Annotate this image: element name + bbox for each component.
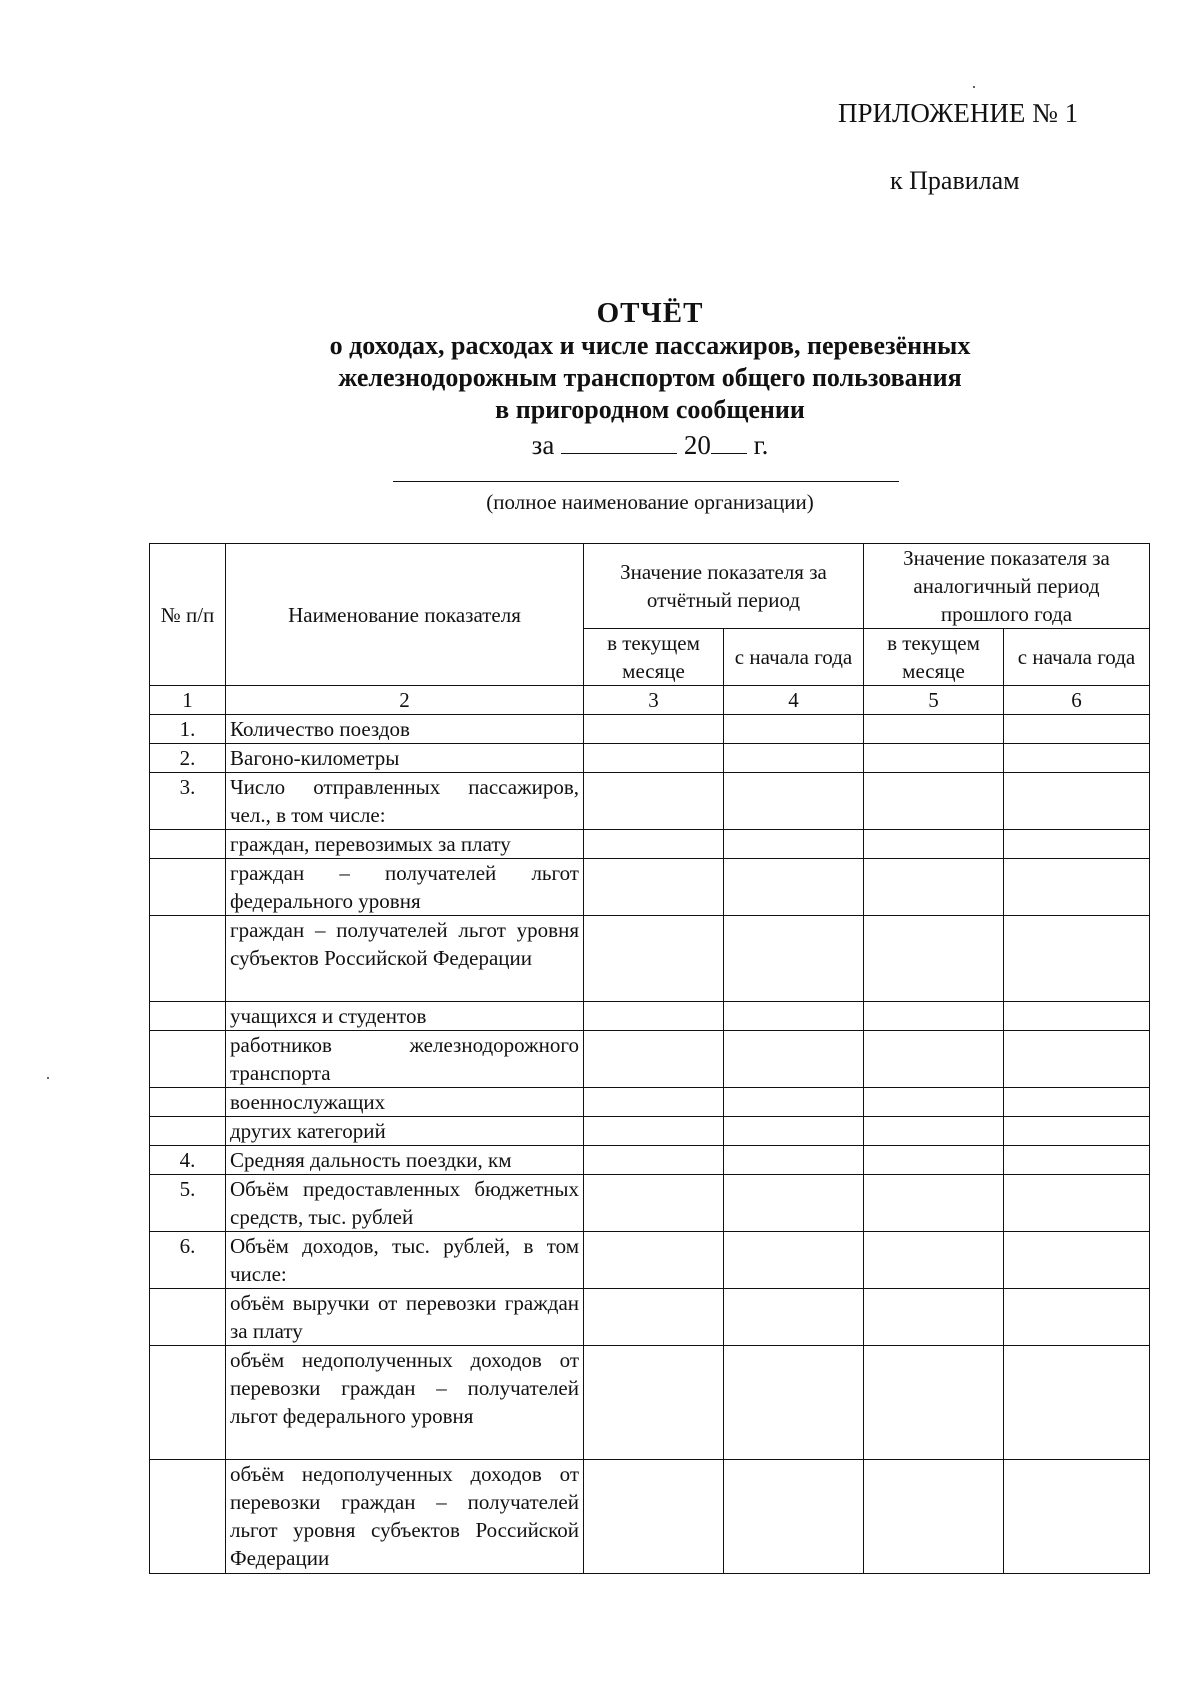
row-number: 3.	[150, 773, 226, 830]
scan-speck	[47, 1077, 49, 1079]
header-number: № п/п	[150, 544, 226, 686]
column-index: 2	[226, 686, 584, 715]
row-indicator-name: Количество поездов	[226, 715, 584, 744]
value-current-month-cell[interactable]	[584, 1460, 724, 1574]
row-number	[150, 1460, 226, 1574]
value-prev-year-to-date-cell[interactable]	[1004, 1232, 1150, 1289]
organization-name-line[interactable]	[393, 481, 899, 482]
table-row	[150, 1460, 1150, 1574]
scan-speck	[973, 86, 975, 88]
value-current-month-cell[interactable]	[584, 916, 724, 1002]
row-number: 4.	[150, 1146, 226, 1175]
value-prev-current-month-cell[interactable]	[864, 1175, 1004, 1232]
column-index-row	[150, 686, 1150, 715]
value-prev-current-month-cell[interactable]	[864, 916, 1004, 1002]
period-suffix: г.	[753, 430, 769, 460]
row-number	[150, 916, 226, 1002]
value-current-month-cell[interactable]	[584, 859, 724, 916]
table-row	[150, 744, 1150, 773]
row-indicator-name: граждан – получателей льгот федерального уровня	[226, 859, 584, 916]
value-year-to-date-cell[interactable]	[724, 1346, 864, 1460]
table-row	[150, 1232, 1150, 1289]
table-row	[150, 859, 1150, 916]
period-year-prefix: 20	[683, 430, 711, 460]
value-current-month-cell[interactable]	[584, 1117, 724, 1146]
row-number	[150, 1031, 226, 1088]
row-indicator-name: объём недополученных доходов от перевозки граждан – получателей льгот федерального уровня	[226, 1346, 584, 1460]
value-prev-current-month-cell[interactable]	[864, 1232, 1004, 1289]
table-row	[150, 1146, 1150, 1175]
value-prev-year-to-date-cell[interactable]	[1004, 1146, 1150, 1175]
value-prev-current-month-cell[interactable]	[864, 1460, 1004, 1574]
table-row	[150, 1088, 1150, 1117]
value-year-to-date-cell[interactable]	[724, 744, 864, 773]
value-year-to-date-cell[interactable]	[724, 1232, 864, 1289]
row-indicator-name: Объём доходов, тыс. рублей, в том числе:	[226, 1232, 584, 1289]
value-current-month-cell[interactable]	[584, 715, 724, 744]
table-row	[150, 1031, 1150, 1088]
value-prev-year-to-date-cell[interactable]	[1004, 1002, 1150, 1031]
header-prev-current-month: в текущем месяце	[864, 629, 1004, 686]
value-prev-current-month-cell[interactable]	[864, 1117, 1004, 1146]
period-year-blank[interactable]	[711, 429, 747, 454]
column-index: 3	[584, 686, 724, 715]
value-current-month-cell[interactable]	[584, 773, 724, 830]
value-current-month-cell[interactable]	[584, 1146, 724, 1175]
table-row	[150, 1175, 1150, 1232]
column-index: 6	[1004, 686, 1150, 715]
header-reporting-period: Значение показателя за отчётный период	[584, 544, 864, 629]
row-indicator-name: военнослужащих	[226, 1088, 584, 1117]
row-indicator-name: других категорий	[226, 1117, 584, 1146]
value-prev-current-month-cell[interactable]	[864, 1088, 1004, 1117]
row-indicator-name: объём недополученных доходов от перевозки граждан – получателей льгот уровня субъектов Российской Федерации	[226, 1460, 584, 1574]
header-year-to-date: с начала года	[724, 629, 864, 686]
value-year-to-date-cell[interactable]	[724, 1146, 864, 1175]
value-prev-current-month-cell[interactable]	[864, 1289, 1004, 1346]
value-current-month-cell[interactable]	[584, 830, 724, 859]
report-subtitle-line-3: в пригородном сообщении	[495, 395, 805, 424]
header-prev-year-to-date: с начала года	[1004, 629, 1150, 686]
column-index: 1	[150, 686, 226, 715]
report-title-block	[0, 296, 1200, 462]
value-prev-current-month-cell[interactable]	[864, 830, 1004, 859]
value-year-to-date-cell[interactable]	[724, 1289, 864, 1346]
report-title: ОТЧЁТ	[596, 297, 704, 329]
value-year-to-date-cell[interactable]	[724, 1088, 864, 1117]
value-year-to-date-cell[interactable]	[724, 859, 864, 916]
value-prev-current-month-cell[interactable]	[864, 1146, 1004, 1175]
row-indicator-name: объём выручки от перевозки граждан за плату	[226, 1289, 584, 1346]
value-prev-current-month-cell[interactable]	[864, 715, 1004, 744]
value-current-month-cell[interactable]	[584, 744, 724, 773]
value-prev-year-to-date-cell[interactable]	[1004, 715, 1150, 744]
row-number: 5.	[150, 1175, 226, 1232]
value-current-month-cell[interactable]	[584, 1346, 724, 1460]
value-current-month-cell[interactable]	[584, 1175, 724, 1232]
row-indicator-name: Число отправленных пассажиров, чел., в том числе:	[226, 773, 584, 830]
row-indicator-name: Вагоно-километры	[226, 744, 584, 773]
value-year-to-date-cell[interactable]	[724, 1175, 864, 1232]
value-prev-year-to-date-cell[interactable]	[1004, 773, 1150, 830]
report-subtitle-line-1: о доходах, расходах и числе пассажиров, перевезённых	[329, 331, 971, 360]
row-number: 6.	[150, 1232, 226, 1289]
value-prev-year-to-date-cell[interactable]	[1004, 1289, 1150, 1346]
value-prev-year-to-date-cell[interactable]	[1004, 744, 1150, 773]
table-row	[150, 916, 1150, 1002]
column-index: 4	[724, 686, 864, 715]
value-year-to-date-cell[interactable]	[724, 773, 864, 830]
report-period-line	[0, 428, 1200, 462]
row-number: 1.	[150, 715, 226, 744]
period-month-blank[interactable]	[561, 429, 677, 454]
value-year-to-date-cell[interactable]	[724, 916, 864, 1002]
row-number	[150, 1117, 226, 1146]
row-number	[150, 859, 226, 916]
table-row	[150, 715, 1150, 744]
value-prev-current-month-cell[interactable]	[864, 1031, 1004, 1088]
row-indicator-name: Средняя дальность поездки, км	[226, 1146, 584, 1175]
header-indicator-name: Наименование показателя	[226, 544, 584, 686]
table-row	[150, 1002, 1150, 1031]
organization-caption: (полное наименование организации)	[486, 490, 814, 514]
table-row	[150, 1289, 1150, 1346]
value-prev-year-to-date-cell[interactable]	[1004, 859, 1150, 916]
value-current-month-cell[interactable]	[584, 1002, 724, 1031]
value-year-to-date-cell[interactable]	[724, 1002, 864, 1031]
row-indicator-name: граждан – получателей льгот уровня субъектов Российской Федерации	[226, 916, 584, 1002]
value-prev-current-month-cell[interactable]	[864, 744, 1004, 773]
value-prev-year-to-date-cell[interactable]	[1004, 830, 1150, 859]
row-number	[150, 1289, 226, 1346]
row-number	[150, 1088, 226, 1117]
value-prev-current-month-cell[interactable]	[864, 1002, 1004, 1031]
value-year-to-date-cell[interactable]	[724, 830, 864, 859]
row-number	[150, 830, 226, 859]
appendix-reference: к Правилам	[890, 166, 1020, 195]
value-current-month-cell[interactable]	[584, 1088, 724, 1117]
value-prev-year-to-date-cell[interactable]	[1004, 1088, 1150, 1117]
table-row	[150, 1117, 1150, 1146]
table-row	[150, 1346, 1150, 1460]
value-current-month-cell[interactable]	[584, 1031, 724, 1088]
value-current-month-cell[interactable]	[584, 1232, 724, 1289]
header-current-month: в текущем месяце	[584, 629, 724, 686]
value-year-to-date-cell[interactable]	[724, 1117, 864, 1146]
row-indicator-name: граждан, перевозимых за плату	[226, 830, 584, 859]
value-prev-current-month-cell[interactable]	[864, 1346, 1004, 1460]
report-table	[149, 543, 1150, 1574]
value-current-month-cell[interactable]	[584, 1289, 724, 1346]
period-prefix: за	[531, 430, 555, 460]
value-prev-year-to-date-cell[interactable]	[1004, 1175, 1150, 1232]
value-prev-year-to-date-cell[interactable]	[1004, 1346, 1150, 1460]
value-prev-year-to-date-cell[interactable]	[1004, 1460, 1150, 1574]
row-indicator-name: учащихся и студентов	[226, 1002, 584, 1031]
table-row	[150, 830, 1150, 859]
appendix-number: ПРИЛОЖЕНИЕ № 1	[838, 98, 1079, 128]
row-number	[150, 1002, 226, 1031]
value-year-to-date-cell[interactable]	[724, 1031, 864, 1088]
value-prev-year-to-date-cell[interactable]	[1004, 1031, 1150, 1088]
column-index: 5	[864, 686, 1004, 715]
value-prev-year-to-date-cell[interactable]	[1004, 1117, 1150, 1146]
report-subtitle-line-2: железнодорожным транспортом общего пользования	[338, 363, 962, 392]
value-year-to-date-cell[interactable]	[724, 1460, 864, 1574]
row-indicator-name: работников железнодорожного транспорта	[226, 1031, 584, 1088]
header-previous-year-period: Значение показателя за аналогичный период прошлого года	[864, 544, 1150, 629]
row-number	[150, 1346, 226, 1460]
value-prev-current-month-cell[interactable]	[864, 773, 1004, 830]
table-row	[150, 773, 1150, 830]
value-year-to-date-cell[interactable]	[724, 715, 864, 744]
value-prev-current-month-cell[interactable]	[864, 859, 1004, 916]
row-number: 2.	[150, 744, 226, 773]
value-prev-year-to-date-cell[interactable]	[1004, 916, 1150, 1002]
row-indicator-name: Объём предоставленных бюджетных средств, тыс. рублей	[226, 1175, 584, 1232]
